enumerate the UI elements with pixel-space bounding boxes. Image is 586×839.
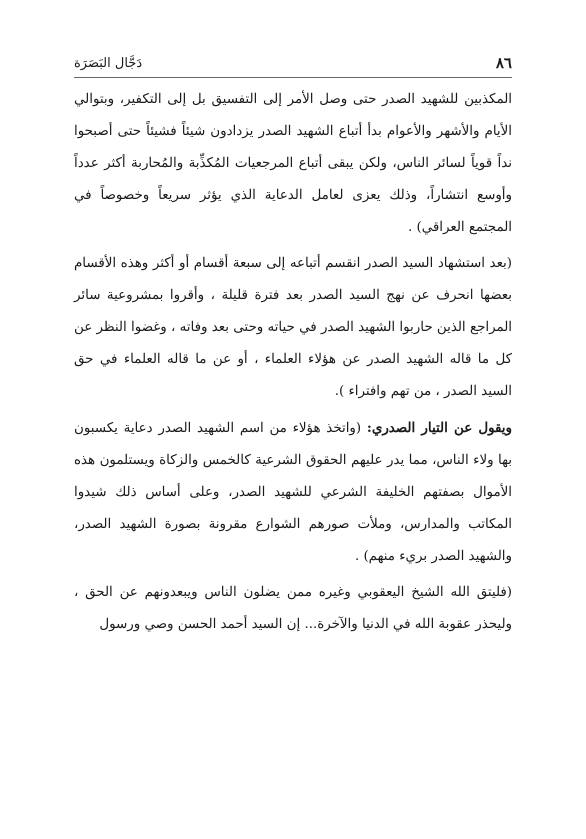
paragraph-3-lead: ويقول عن التيار الصدري: [366, 420, 513, 436]
header-divider [74, 77, 512, 78]
paragraph-3 [74, 412, 512, 573]
paragraph-4-text: (فليتق الله الشيخ اليعقوبي وغيره ممن يضلون الناس ويبعدونهم عن الحق ، وليحذر عقوبة الله في الدنيا والآخرة... إن السيد أحمد الحسن وصي ورسول [74, 585, 512, 632]
page-number: ٨٦ [495, 54, 512, 72]
paragraph-2 [74, 248, 512, 408]
paragraph-1 [74, 84, 512, 244]
body-text [74, 84, 512, 641]
paragraph-3-text: (واتخذ هؤلاء من اسم الشهيد الصدر دعاية يكسبون بها ولاء الناس، مما يدر عليهم الحقوق الشرعية كالخمس والزكاة ويستلمون هذه الأموال بصفتهم الخليفة الشرعي للشهيد الصدر، وعلى أساس ذلك شيدوا المكاتب والمدارس، وملأت صورهم الشوارع مقرونة بصورة الشهيد الصدر، والشهيد الصدر بريء منهم) . [74, 421, 512, 564]
book-title: دَجَّال البَصَرَة [74, 55, 143, 71]
paragraph-4 [74, 577, 512, 641]
paragraph-1-text: المكذبين للشهيد الصدر حتى وصل الأمر إلى التفسيق بل إلى التكفير، وبتوالي الأيام والأشهر والأعوام بدأ أتباع الشهيد الصدر يزدادون شيئاً فشيئاً حتى أصبحوا نداً قوياً لسائر الناس، ولكن يبقى أتباع المرجعيات المُكذِّبة والمُحاربة أكثر عدداً وأوسع انتشاراً، وذلك يعزى لعامل الدعاية الذي يؤثر سريعاً وخصوصاً في المجتمع العراقي) . [74, 92, 512, 235]
paragraph-2-text: (بعد استشهاد السيد الصدر انقسم أتباعه إلى سبعة أقسام أو أكثر وهذه الأقسام بعضها انحرف عن نهج السيد الصدر بعد فترة قليلة ، وأقروا بمشروعية سائر المراجع الذين حاربوا الشهيد الصدر في حياته وحتى بعد وفاته ، وغضوا النظر عن كل ما قاله الشهيد الصدر عن هؤلاء العلماء ، أو عن ما قاله العلماء في حق السيد الصدر ، من تهم وافتراء ). [74, 256, 512, 399]
page-header [74, 52, 512, 74]
